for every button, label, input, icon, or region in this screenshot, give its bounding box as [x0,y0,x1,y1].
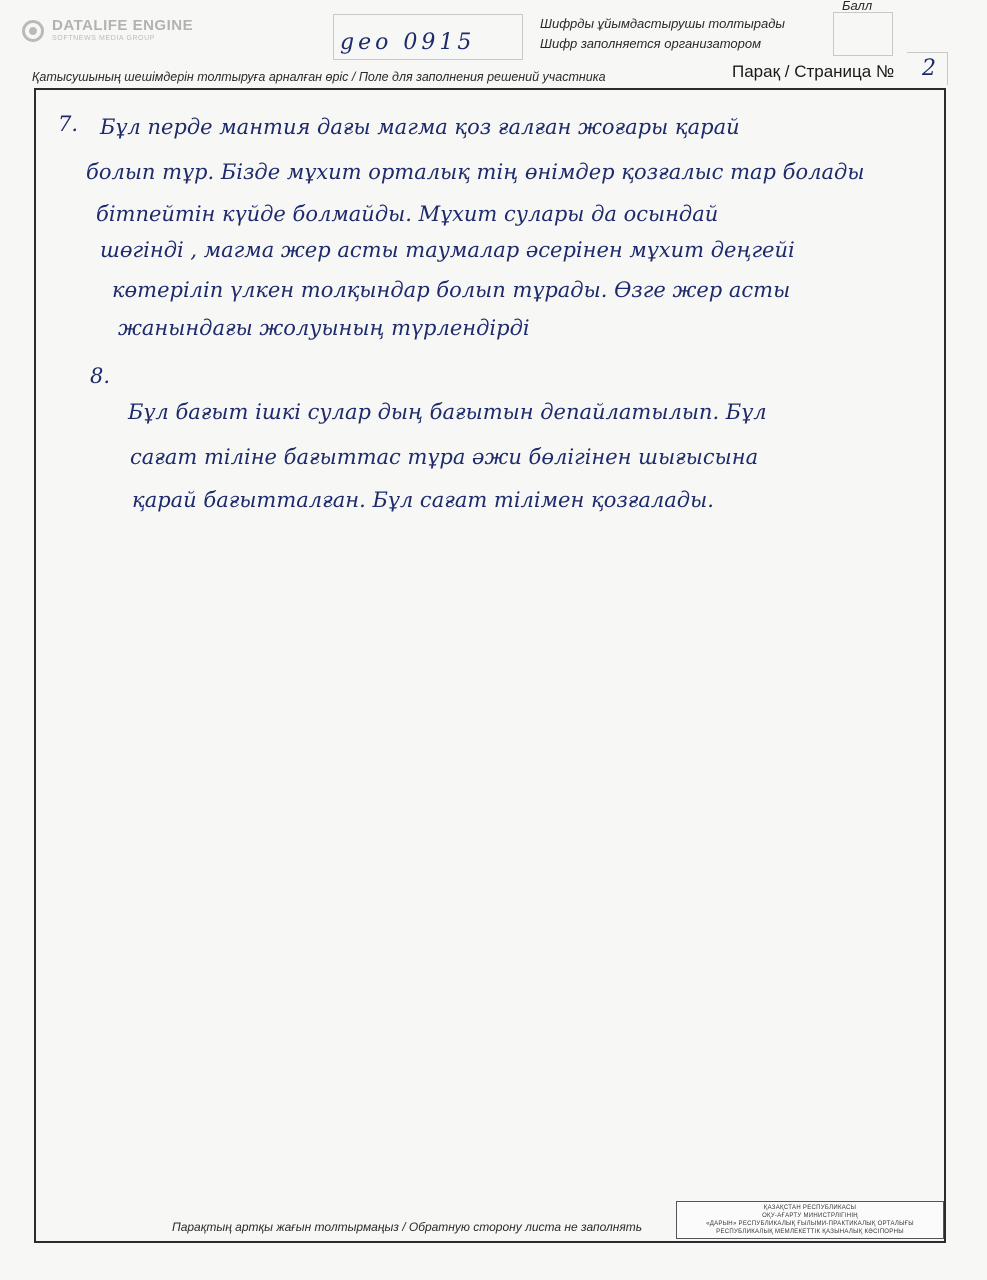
answer-line: болып тұр. Бізде мұхит орталық тің өнімдер қозғалыс тар болады [86,160,865,184]
page-label: Парақ / Страница № [732,62,895,81]
answer-line: сағат тіліне бағыттас тұра әжи бөлігінен шығысына [130,445,759,469]
watermark [22,18,193,43]
footer-note: Парақтың артқы жағын толтырмаңыз / Обратную сторону листа не заполнять [172,1220,643,1234]
answer-line: Бұл перде мантия дағы магма қоз ғалған жоғары қарай [100,115,740,139]
circle-logo-icon [22,20,44,42]
answer-line: Бұл бағыт ішкі сулар дың бағытын депайлатылып. Бұл [128,400,767,424]
answer-number: 8. [90,364,111,388]
watermark-sub: SOFTNEWS MEDIA GROUP [52,35,156,42]
organization-stamp [676,1201,944,1239]
answer-line: қарай бағытталған. Бұл сағат тілімен қозғалады. [132,488,714,512]
answer-number: 7. [58,112,79,136]
stamp-line: ҚАЗАҚСТАН РЕСПУБЛИКАСЫ [763,1205,857,1211]
cipher-value: geo 0915 [340,30,476,55]
cipher-note-russian: Шифр заполняется организатором [540,36,761,51]
cipher-note-kazakh: Шифрды ұйымдастырушы толтырады [540,16,786,31]
answer-line: бітпейтін күйде болмайды. Мұхит сулары да осындай [96,202,719,226]
watermark-brand: DATALIFE ENGINE [52,17,194,34]
stamp-line: «ДАРЫН» РЕСПУБЛИКАЛЫҚ ҒЫЛЫМИ-ПРАКТИКАЛЫҚ ОРТАЛЫҒЫ [706,1221,914,1227]
score-label: Балл [842,0,873,13]
stamp-line: ОҚУ-АҒАРТУ МИНИСТРЛІГІНІҢ [762,1213,858,1219]
stamp-line: РЕСПУБЛИКАЛЫҚ МЕМЛЕКЕТТІК ҚАЗЫНАЛЫҚ КӘСІПОРНЫ [716,1229,904,1235]
field-caption: Қатысушының шешімдерін толтыруға арналған өріс / Поле для заполнения решений участника [32,70,606,84]
answer-line: шөгінді , магма жер асты таумалар әсерінен мұхит деңгейі [100,238,795,262]
score-box [833,12,893,56]
page-number: 2 [922,56,936,81]
answer-line: көтеріліп үлкен толқындар болып тұрады. Өзге жер асты [112,278,791,302]
answer-line: жанындағы жолуының түрлендірді [118,316,530,340]
watermark-text [52,18,193,43]
